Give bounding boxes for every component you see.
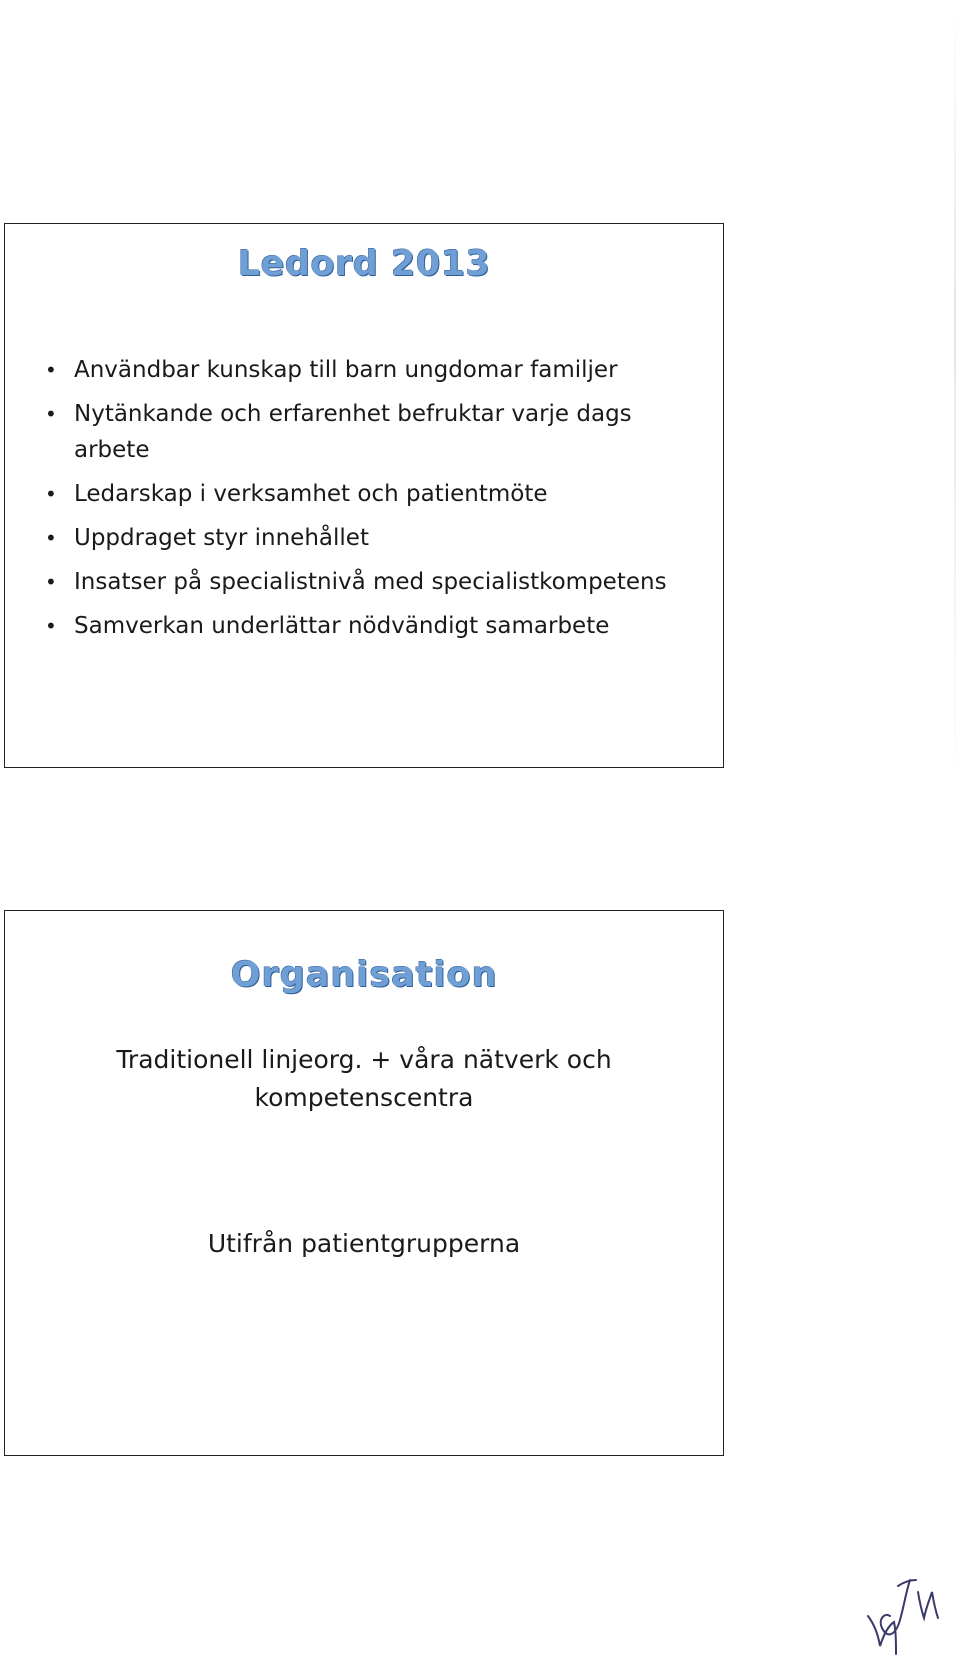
bullet-item: • Insatser på specialistnivå med specialistkompetens [45,564,703,600]
bullet-item: • Nytänkande och erfarenhet befruktar varje dags arbete [45,396,703,468]
slide-ledord [4,223,724,768]
slide-title: Organisation [230,955,498,995]
slide-organisation [4,910,724,1456]
organisation-text: Traditionell linjeorg. + våra nätverk och kompetenscentra [116,1045,612,1112]
organisation-subtext: Utifrån patientgrupperna [207,1229,521,1258]
page-edge-shadow [954,0,956,800]
bullet-list [45,352,703,652]
bullet-item: • Ledarskap i verksamhet och patientmöte [45,476,703,512]
bullet-item: • Användbar kunskap till barn ungdomar familjer [45,352,703,388]
bullet-item: • Samverkan underlättar nödvändigt samarbete [45,608,703,644]
slide-title: Ledord 2013 [237,244,491,284]
handwritten-initials [860,1568,940,1658]
bullet-item: • Uppdraget styr innehållet [45,520,703,556]
